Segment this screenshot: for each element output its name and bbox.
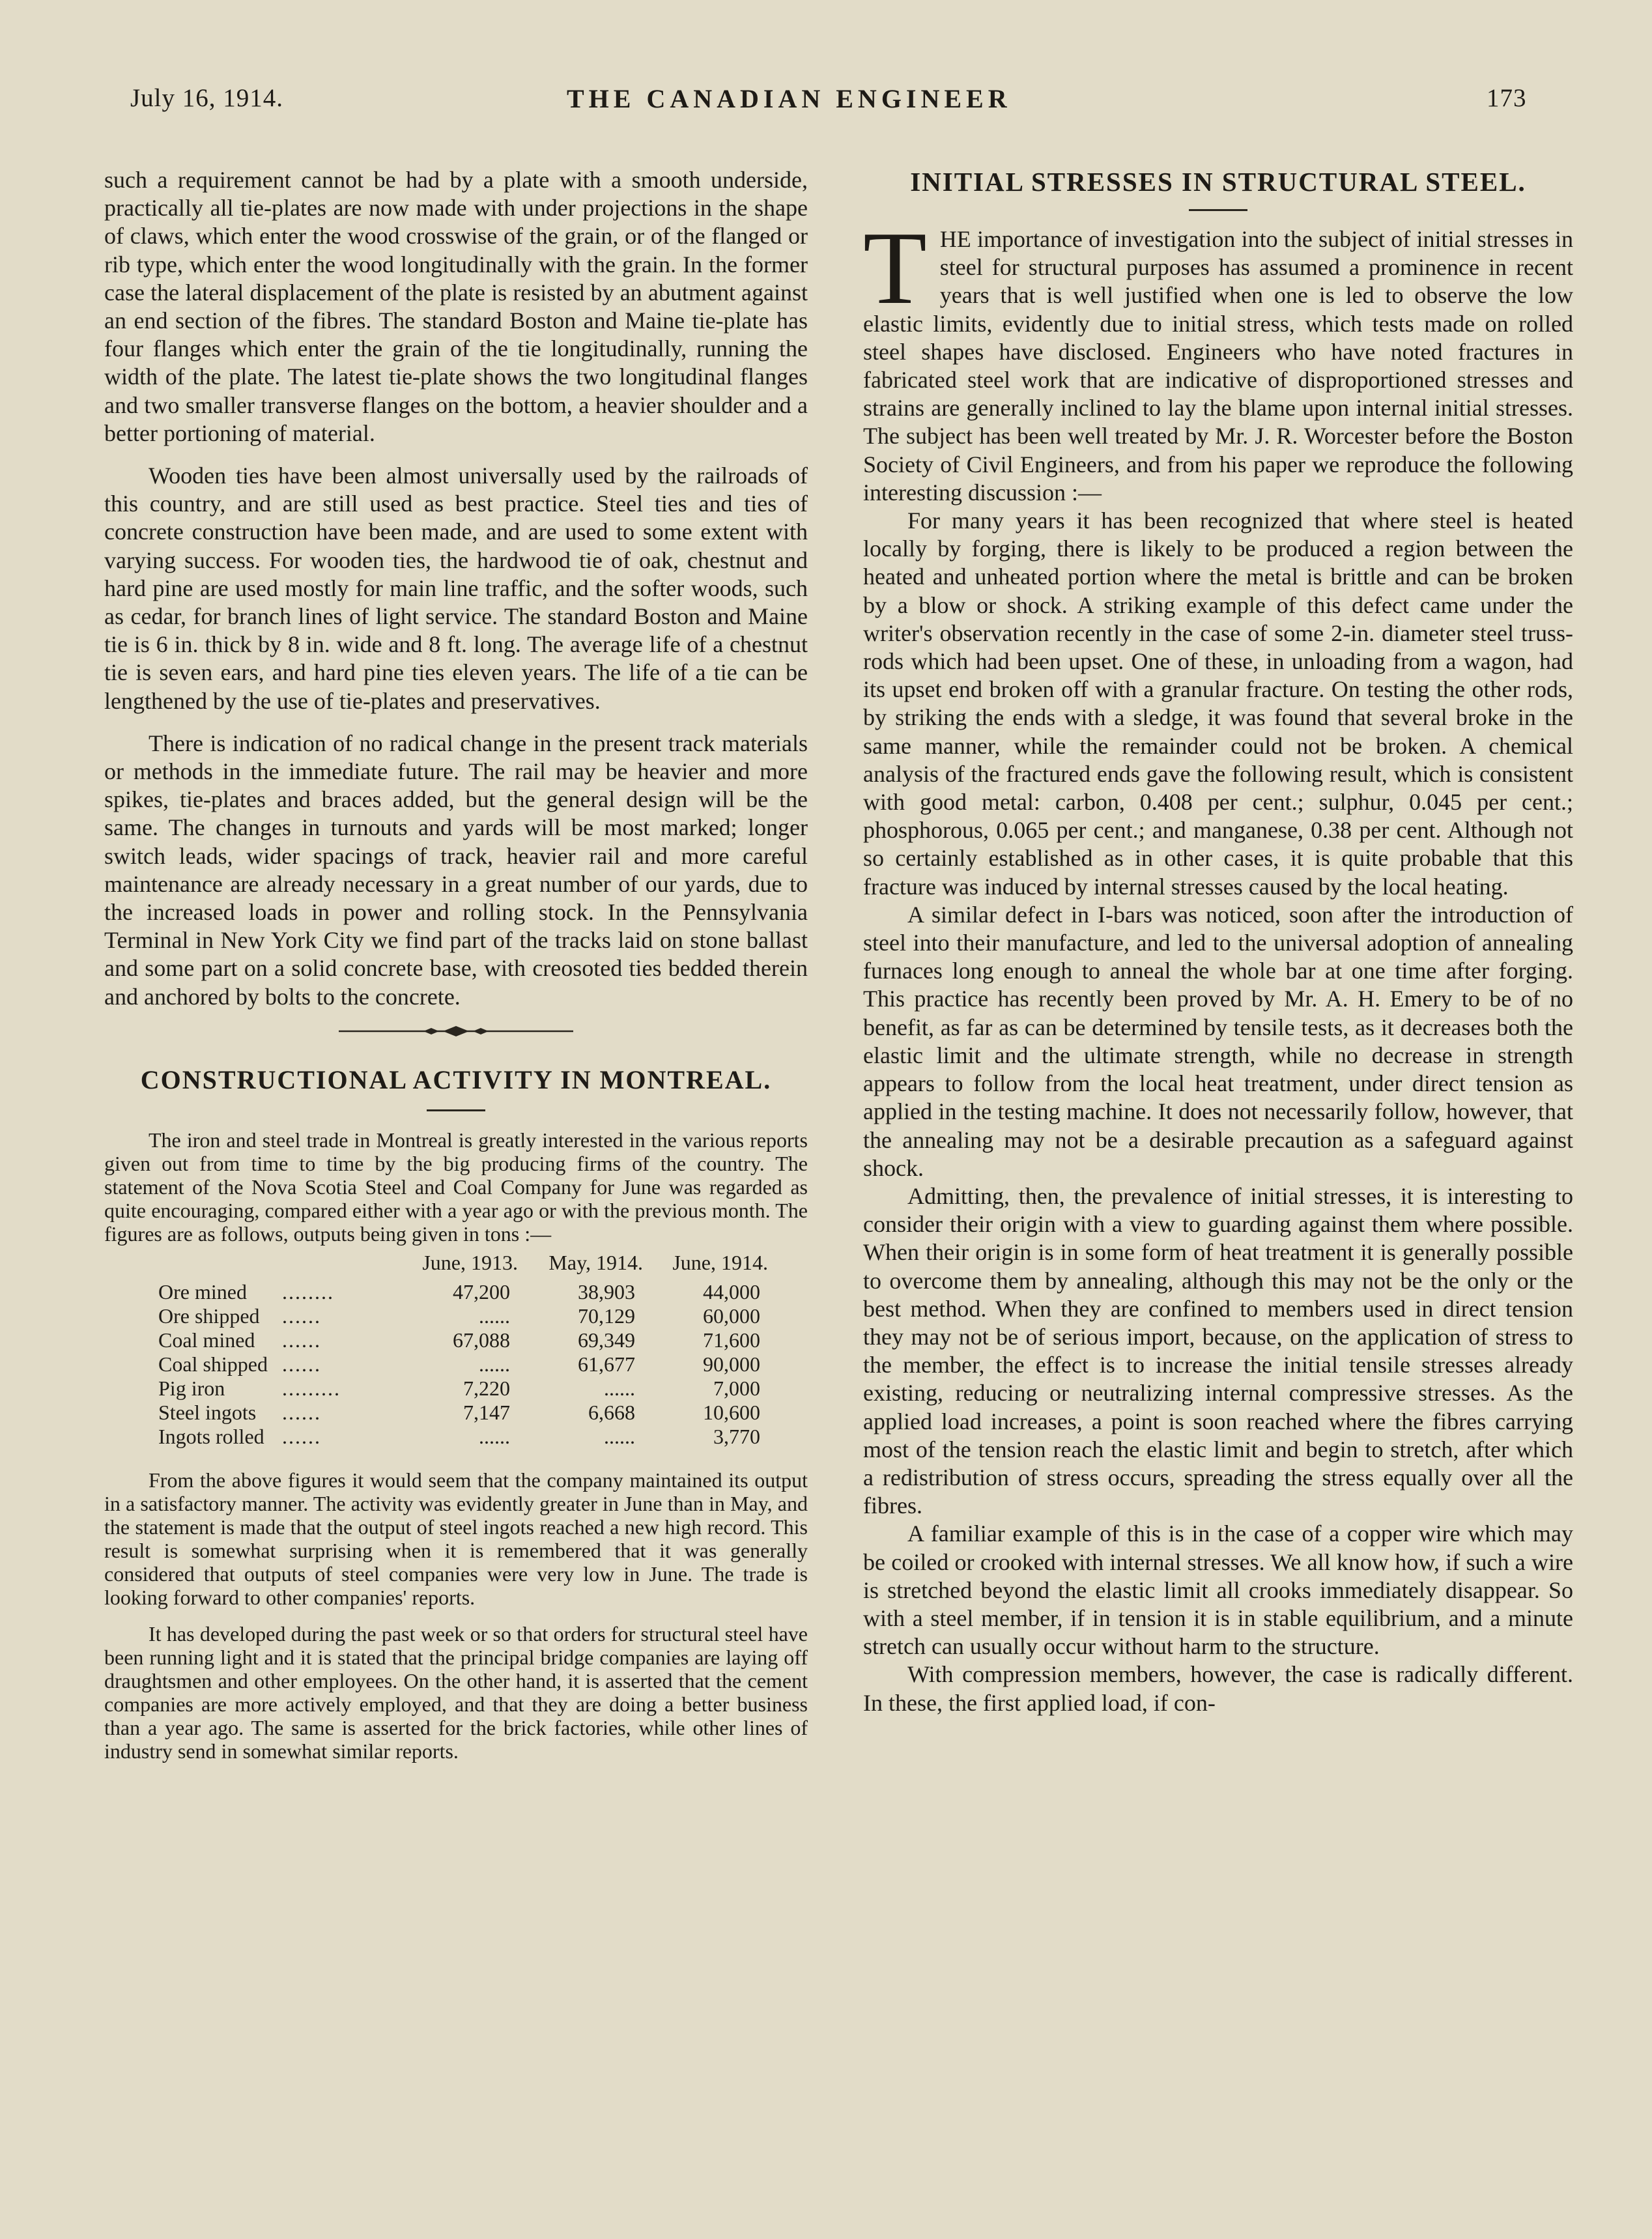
table-cell: ...... [479, 1424, 510, 1448]
title-rule [1189, 209, 1247, 211]
leader-dots: ........ [282, 1279, 334, 1304]
local-heating-paragraph: For many years it has been recognized that where steel is heated locally by forging, there is likely to be produced a region between the heated and unheated portion where the metal is brittle and can be broken by a blow or shock. A striking example of this defect came under the writer's observation recently in the case of some 2-in. diameter steel truss-rods which had been upset. One of these, in unloading from a wagon, had its upset end broken off with a granular fracture. On testing the other rods, by striking the ends with a sledge, it was found that several broke in the same manner, while the remainder could not be broken. A chemical analysis of the fractured ends gave the following result, which is consistent with good metal: carbon, 0.408 per cent.; sulphur, 0.045 per cent.; phosphorous, 0.065 per cent.; and manganese, 0.38 per cent. Although not so certainly established as in other cases, it is quite probable that this fracture was induced by internal stresses caused by the local heating. [863, 507, 1573, 900]
row-label: Steel ingots [158, 1400, 257, 1424]
wooden-ties-paragraph: Wooden ties have been almost universally used by the railroads of this country, and are still used as best practice. Steel ties and ties of concrete construction have been made, and are used to some extent with varying success. For wooden ties, the hardwood tie of oak, chestnut and hard pine are used mostly for main line traffic, and the softer woods, such as cedar, for branch lines of light service. The standard Boston and Maine tie is 6 in. thick by 8 in. wide and 8 ft. long. The average life of a chestnut tie is seven ears, and hard pine ties eleven years. The life of a tie can be lengthened by the use of tie-plates and preservatives. [104, 463, 808, 714]
table-row [158, 1304, 768, 1328]
origin-paragraph: Admitting, then, the prevalence of initial stresses, it is interesting to consider their origin with a view to guarding against them where possible. When their origin is in some form of heat treatment it is generally possible to overcome them by annealing, although this may not be the only or the best method. When they are confined to members used in direct tension they may not be of serious import, because, on the application of stress to the member, the effect is to increase the initial tensile stresses already existing, reducing or neutralizing internal compressive stresses. As the applied load increases, a point is soon reached where the fibres carrying most of the tension reach the elastic limit and begin to stretch, after which a redistribution of stress occurs, spreading the stress equally over all the fibres. [863, 1182, 1573, 1519]
opening-paragraph: HE importance of investigation into the subject of initial stresses in steel for structural purposes has assumed a prominence in recent years that is well justified when one is led to observe the low elastic limits, evidently due to initial stress, which tests made on rolled steel shapes have disclosed. Engineers who have noted fractures in fabricated steel work that are indicative of disproportioned stresses and strains are generally inclined to lay the blame upon internal initial stresses. The subject has been well treated by Mr. J. R. Worcester before the Boston Society of Civil Engineers, and from his paper we reproduce the following interesting discussion :— [863, 226, 1573, 506]
leader-dots: ......... [282, 1376, 341, 1400]
row-label: Ore mined [158, 1279, 247, 1304]
table-cell: 60,000 [703, 1304, 760, 1328]
table-row [158, 1425, 768, 1449]
page-number: 173 [1487, 84, 1527, 112]
table-cell: 38,903 [578, 1279, 635, 1304]
leader-dots: ...... [282, 1352, 321, 1376]
output-table [158, 1251, 768, 1449]
row-label: Ore shipped [158, 1304, 260, 1328]
table-row [158, 1352, 768, 1376]
table-cell: 71,600 [703, 1328, 760, 1352]
issue-date: July 16, 1914. [130, 84, 284, 112]
leader-dots: ...... [282, 1400, 321, 1424]
initial-stresses-title: INITIAL STRESSES IN STRUCTURAL STEEL. [910, 167, 1526, 197]
table-cell: 7,147 [463, 1400, 510, 1424]
title-rule [427, 1109, 485, 1111]
leader-dots: ...... [282, 1304, 321, 1328]
figures-analysis-paragraph: From the above figures it would seem that the company maintained its output in a satisfactory manner. The activity was evidently greater in June than in May, and the statement is made that the output of steel ingots reached a new high record. This result is somewhat surprising when it is remembered that it was generally considered that outputs of steel companies were very low in June. The trade is looking forward to other companies' reports. [104, 1468, 808, 1609]
table-cell: ...... [604, 1424, 635, 1448]
column-header: June, 1914. [672, 1250, 768, 1274]
table-cell: 7,000 [713, 1376, 760, 1400]
table-cell: 47,200 [453, 1279, 510, 1304]
table-row [158, 1401, 768, 1425]
copper-wire-paragraph: A familiar example of this is in the case of a copper wire which may be coiled or crooked with internal stresses. We all know how, if such a wire is stretched beyond the elastic limit all crooks immediately disappear. So with a steel member, if in tension it is in stable equilibrium, and a minute stretch can usually occur without harm to the structure. [863, 1520, 1573, 1660]
table-cell: 6,668 [588, 1400, 635, 1424]
table-cell: ...... [479, 1352, 510, 1376]
table-cell: 90,000 [703, 1352, 760, 1376]
table-row [158, 1376, 768, 1401]
section-divider-ornament [339, 1023, 573, 1040]
table-cell: 44,000 [703, 1279, 760, 1304]
table-cell: 70,129 [578, 1304, 635, 1328]
left-column [104, 166, 808, 1763]
right-column [863, 166, 1573, 1717]
track-changes-paragraph: There is indication of no radical change in the present track materials or methods in the immediate future. The rail may be heavier and more spikes, tie-plates and braces added, but the general design will be the same. The changes in turnouts and yards will be most marked; longer switch leads, wider spacings of track, heavier rail and more careful maintenance are already necessary in a great number of our yards, due to the increased loads in power and rolling stock. In the Pennsylvania Terminal in New York City we find part of the tracks laid on stone ballast and some part on a solid concrete base, with creosoted ties bedded therein and anchored by bolts to the concrete. [104, 730, 808, 1010]
table-cell: 3,770 [713, 1424, 760, 1448]
table-row [158, 1328, 768, 1352]
row-label: Pig iron [158, 1376, 225, 1400]
montreal-intro-paragraph: The iron and steel trade in Montreal is greatly interested in the various reports given out from time to time by the big producing firms of the country. The statement of the Nova Scotia Steel and Coal Company for June was regarded as quite encouraging, compared either with a year ago or with the previous month. The figures are as follows, outputs being given in tons :— [104, 1128, 808, 1246]
opening-paragraph-block [863, 210, 1573, 507]
continued-paragraph: such a requirement cannot be had by a plate with a smooth underside, practically all tie-plates are now made with under projections in the shape of claws, which enter the wood crosswise of the grain, or of the flanged or rib type, which enter the wood longitudinally with the grain. In the former case the lateral displacement of the plate is resisted by an abutment against an end section of the fibres. The standard Boston and Maine tie-plate has four flanges which enter the grain of the tie longitudinally, running the width of the plate. The latest tie-plate shows the two longitudinal flanges and two smaller transverse flanges on the bottom, a heavier shoulder and a better portioning of material. [104, 167, 808, 446]
montreal-article-title: CONSTRUCTIONAL ACTIVITY IN MONTREAL. [140, 1064, 772, 1094]
table-cell: ...... [479, 1304, 510, 1328]
i-bars-paragraph: A similar defect in I-bars was noticed, soon after the introduction of steel into their manufacture, and led to the universal adoption of annealing furnaces long enough to anneal the whole bar at one time after forging. This practice has recently been proved by Mr. A. H. Emery to be of no benefit, as far as can be determined by tensile tests, as it decreases both the elastic limit and the ultimate strength, while no decrease in strength appears to follow from the local heat treatment, under direct tension as applied in the testing machine. It does not necessarily follow, however, that the annealing may not be a desirable precaution as a safeguard against shock. [863, 901, 1573, 1181]
table-row [158, 1280, 768, 1304]
table-header-row [158, 1251, 768, 1280]
table-cell: 61,677 [578, 1352, 635, 1376]
row-label: Coal mined [158, 1328, 255, 1352]
structural-orders-paragraph: It has developed during the past week or so that orders for structural steel have been running light and it is stated that the principal bridge companies are laying off draughtsmen and other employees. On the other hand, it is asserted that the cement companies are more actively employed, and that they are doing a better business than a year ago. The same is asserted for the brick factories, while other lines of industry send in somewhat similar reports. [104, 1621, 808, 1763]
column-header: June, 1913. [422, 1250, 518, 1274]
journal-title: THE CANADIAN ENGINEER [567, 84, 1012, 113]
leader-dots: ...... [282, 1424, 321, 1448]
row-label: Coal shipped [158, 1352, 268, 1376]
column-header: May, 1914. [548, 1250, 643, 1274]
table-cell: 67,088 [453, 1328, 510, 1352]
table-cell: 10,600 [703, 1400, 760, 1424]
row-label: Ingots rolled [158, 1424, 264, 1448]
compression-paragraph: With compression members, however, the case is radically different. In these, the first applied load, if con- [863, 1661, 1573, 1716]
leader-dots: ...... [282, 1328, 321, 1352]
table-cell: ...... [604, 1376, 635, 1400]
table-cell: 69,349 [578, 1328, 635, 1352]
table-cell: 7,220 [463, 1376, 510, 1400]
drop-cap-letter: T [863, 210, 927, 326]
